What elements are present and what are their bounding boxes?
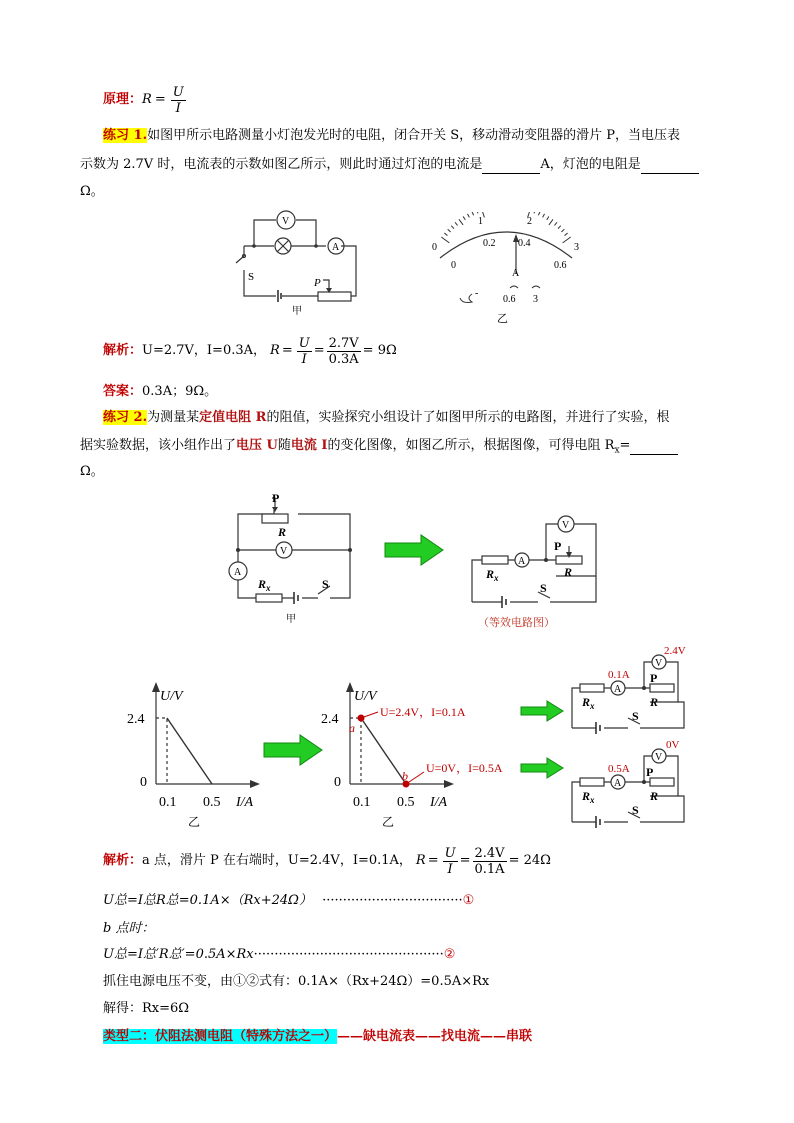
ex1-text-2a: 示数为 2.7V 时，电流表的示数如图乙所示，则此时通过灯泡的电流是 (80, 157, 483, 172)
circ-a-A: A (614, 684, 622, 695)
analysis2-line4 (103, 947, 455, 963)
dial-tick (455, 222, 458, 225)
ex2-eq-P: P (554, 539, 562, 553)
graph2-xlabel: I/A (430, 795, 448, 810)
circ-a-R: R (650, 695, 659, 709)
ex2-jia-V: V (280, 546, 288, 557)
ex1-jia-voltmeter-label: V (282, 216, 290, 227)
dial-tick (472, 212, 474, 215)
circ-a-Rx (581, 695, 595, 711)
arrow-right-icon (519, 699, 565, 723)
analysis2-eq1: = (427, 853, 439, 868)
ex2-eq-Rx-sub: x (494, 573, 499, 583)
dial-top-2: 2 (527, 216, 532, 227)
ex2-l1a: 为测量某 (147, 410, 200, 425)
type2-label: 类型二：伏阻法测电阻（特殊方法之一） (103, 1029, 338, 1044)
graph2-x01: 0.1 (353, 795, 371, 810)
dial-bot-02: 0.2 (483, 238, 496, 249)
circ-a-amp: 0.1A (608, 669, 630, 681)
dial-bot-06: 0.6 (554, 260, 567, 271)
dial-tick (444, 233, 447, 236)
analysis2-label: 解析： (103, 853, 143, 868)
circ-a-volt: 2.4V (664, 645, 686, 657)
circ-a-V: V (655, 658, 663, 669)
dial-tick (467, 214, 469, 218)
analysis2-frac1 (443, 846, 458, 877)
principle-den: I (175, 100, 181, 116)
ex1-line1 (103, 128, 680, 144)
graph2-annotation-a: U=2.4V，I=0.1A (380, 705, 466, 719)
graph1-caption: 乙 (188, 815, 201, 829)
analysis2-dots-a: ·································· (322, 893, 463, 908)
ex1-analysis (103, 333, 397, 369)
dial-tick (459, 219, 463, 225)
ex2-eq-Rx (485, 567, 499, 583)
graph2-ylabel: U/V (354, 689, 377, 704)
analysis2-combine: 抓住电源电压不变，由①②式有：0.1A×（Rx+24Ω）=0.5A×Rx (103, 974, 490, 989)
ex2-circuit-equivalent (468, 512, 602, 634)
circ-a-Rx-sub: x (590, 701, 595, 711)
ex1-analysis-eq2: = (313, 343, 325, 358)
ex1-ammeter-dial (426, 212, 586, 324)
ex2-line2 (80, 438, 678, 459)
ex2-eq-S: S (540, 581, 547, 595)
dial-bot-04: 0.4 (518, 238, 531, 249)
analysis2-frac1-den: I (447, 861, 453, 877)
ex1-yi-caption: 乙 (497, 313, 508, 324)
graph1-xlabel: I/A (236, 795, 254, 810)
dial-tick (549, 219, 553, 225)
arrow-right-icon (262, 733, 324, 767)
ex2-l1b: 定值电阻 R (199, 410, 267, 425)
ex2-jia-caption: 甲 (286, 614, 296, 625)
dial-unit: A (512, 268, 520, 279)
ex2-jia-Rx-sub: x (266, 583, 271, 593)
analysis2-mark-b: ② (443, 947, 456, 962)
dial-tick (441, 237, 449, 243)
analysis2-line2 (103, 893, 474, 909)
circ-b-R: R (650, 789, 659, 803)
ex2-circuit-jia (226, 490, 356, 626)
circ-b-Rx-sub: x (590, 795, 595, 805)
ex2-l3: Ω。 (80, 464, 104, 479)
ex2-tag: 练习 2. (103, 410, 148, 425)
dial-tick (561, 229, 564, 232)
ex1-answer-text: 0.3A；9Ω。 (142, 384, 218, 399)
circ-b-P: P (646, 765, 654, 779)
principle-line (103, 83, 188, 117)
principle-fraction (171, 85, 186, 116)
ex2-l2e: 的变化图像，如图乙所示，根据图像，可得电阻 R (327, 438, 615, 453)
ex1-jia-caption: 甲 (292, 306, 302, 316)
graph2-origin: 0 (334, 775, 341, 790)
graph2-point-b: b (402, 769, 408, 783)
analysis2-result: = 24Ω (508, 853, 551, 868)
ex1-frac2-den: 0.3A (328, 351, 359, 367)
ex1-analysis-values: U=2.7V，I=0.3A， (142, 343, 267, 358)
ex2-eq-V: V (562, 520, 570, 531)
ex2-l2b: 电压 U (236, 438, 278, 453)
graph2-point-a: a (349, 721, 355, 735)
circ-a-S: S (632, 709, 639, 723)
ex1-frac2-num: 2.7V (328, 335, 359, 351)
ex2-eq-A: A (518, 556, 526, 567)
graph2-x05: 0.5 (397, 795, 415, 810)
analysis2-frac2 (473, 846, 507, 877)
ex1-jia-ammeter-label: A (332, 242, 340, 253)
ex2-jia-R: R (278, 525, 287, 539)
ex2-l2sub: x (614, 445, 620, 456)
graph2-annotation-b: U=0V，I=0.5A (426, 761, 503, 775)
ex1-answer-label: 答案： (103, 384, 143, 399)
ex1-text-1: 如图甲所示电路测量小灯泡发光时的电阻，闭合开关 S，移动滑动变阻器的滑片 P，当电压表 (147, 128, 681, 143)
ex2-blank-rx (630, 438, 678, 455)
ex2-circuit-b (566, 736, 692, 832)
circ-b-volt: 0V (666, 739, 680, 751)
ex2-l2f: = (619, 438, 631, 453)
ex2-circuit-a (566, 642, 692, 738)
analysis2-frac1-num: U (444, 845, 456, 861)
ex2-line1 (103, 410, 669, 426)
dial-tick (448, 229, 451, 232)
ex1-jia-slider-label: P (314, 277, 321, 289)
ex2-eq-Rx-main: R (486, 567, 495, 581)
circ-b-Rx-main: R (582, 789, 591, 803)
ex1-analysis-eq1: = (281, 343, 293, 358)
dial-bot-0: 0 (451, 260, 456, 271)
ex1-circuit-jia (226, 208, 376, 316)
ex1-analysis-R: R (270, 343, 280, 358)
arrow-right-icon (519, 756, 565, 780)
dial-tick (563, 237, 571, 243)
analysis2-line1 (103, 843, 551, 879)
analysis2-solution: 解得：Rx=6Ω (103, 1001, 190, 1016)
analysis2-b-point: b 点时： (103, 921, 155, 936)
dial-top-3: 3 (574, 242, 579, 253)
dial-tick (565, 233, 568, 236)
ex1-jia-switch-label: S (248, 271, 255, 283)
ex2-jia-A: A (234, 567, 242, 578)
ex1-frac1-den: I (301, 351, 307, 367)
ex1-blank-current (482, 157, 540, 174)
graph2-caption: 乙 (382, 815, 395, 829)
dial-terminal-06: 0.6 (503, 294, 516, 305)
dial-tick (538, 212, 540, 215)
circ-a-P: P (650, 671, 658, 685)
ex1-analysis-label: 解析： (103, 343, 143, 358)
ex2-l2c: 随 (277, 438, 291, 453)
analysis2-l1a: a 点，滑片 P 在右端时，U=2.4V，I=0.1A， (142, 853, 412, 868)
ex2-eq-caption: （等效电路图） (478, 617, 555, 629)
analysis2-R: R (415, 853, 426, 868)
ex2-jia-P: P (272, 491, 280, 505)
dial-tick (558, 226, 561, 229)
ex1-tag: 练习 1. (103, 128, 148, 143)
ex2-graph-2 (316, 680, 526, 830)
analysis2-frac2-num: 2.4V (474, 845, 505, 861)
analysis2-mark-a: ① (462, 893, 475, 908)
ex1-text-2b: A，灯泡的电阻是 (540, 157, 641, 172)
ex1-analysis-frac1 (297, 336, 312, 367)
ex2-jia-S: S (322, 577, 329, 591)
arrow-right-icon (383, 533, 445, 567)
graph1-ylabel: U/V (160, 689, 183, 704)
type2-heading (103, 1029, 532, 1045)
ex1-answer (103, 384, 217, 400)
dial-tick (534, 212, 535, 213)
dial-tick (554, 222, 557, 225)
analysis2-frac2-den: 0.1A (474, 861, 505, 877)
ex1-line2 (80, 157, 699, 174)
dial-terminal-minus: - (475, 288, 479, 299)
graph1-origin: 0 (140, 775, 147, 790)
circ-b-A: A (614, 778, 622, 789)
ex1-analysis-frac2 (327, 336, 361, 367)
ex1-text-3: Ω。 (80, 184, 104, 199)
ex1-analysis-result: = 9Ω (362, 343, 397, 358)
ex2-jia-Rx (257, 577, 271, 593)
principle-label: 原理： (103, 92, 143, 107)
principle-lhs: R (142, 92, 152, 107)
circ-a-Rx-main: R (582, 695, 591, 709)
analysis2-eq-b: U总=I总′R总′=0.5A×Rx (103, 947, 254, 962)
ex2-eq-R: R (564, 565, 573, 579)
analysis2-dots-b: ·············································· (253, 947, 444, 962)
circ-b-amp: 0.5A (608, 763, 630, 775)
dial-tick (463, 216, 465, 219)
ex2-l2a: 据实验数据，该小组作出了 (80, 438, 237, 453)
graph1-x01: 0.1 (159, 795, 177, 810)
dial-tick (547, 216, 549, 219)
dial-terminal-3: 3 (533, 294, 538, 305)
dial-top-1: 1 (478, 216, 483, 227)
circ-b-V: V (655, 752, 663, 763)
graph1-x05: 0.5 (203, 795, 221, 810)
principle-num: U (172, 84, 184, 100)
ex2-l1c: 的阻值，实验探究小组设计了如图甲所示的电路图，并进行了实验，根 (266, 410, 670, 425)
ex2-jia-Rx-main: R (258, 577, 267, 591)
dial-tick (543, 214, 545, 218)
dial-tick (477, 212, 478, 213)
analysis2-eq2: = (459, 853, 471, 868)
ex2-l2d: 电流 I (290, 438, 328, 453)
dial-top-0: 0 (432, 242, 437, 253)
ex1-frac1-num: U (298, 335, 310, 351)
type2-rest: ——缺电流表——找电流——串联 (337, 1029, 533, 1044)
dial-tick (451, 226, 454, 229)
analysis2-eq-a: U总=I总R总=0.1A×（Rx+24Ω） (103, 893, 312, 908)
principle-eq: = (154, 92, 166, 107)
ex1-blank-resistance (641, 157, 699, 174)
ex2-graph-1 (122, 680, 270, 830)
graph2-y24: 2.4 (321, 712, 339, 727)
graph1-y24: 2.4 (127, 712, 145, 727)
circ-b-Rx (581, 789, 595, 805)
circ-b-S: S (632, 803, 639, 817)
